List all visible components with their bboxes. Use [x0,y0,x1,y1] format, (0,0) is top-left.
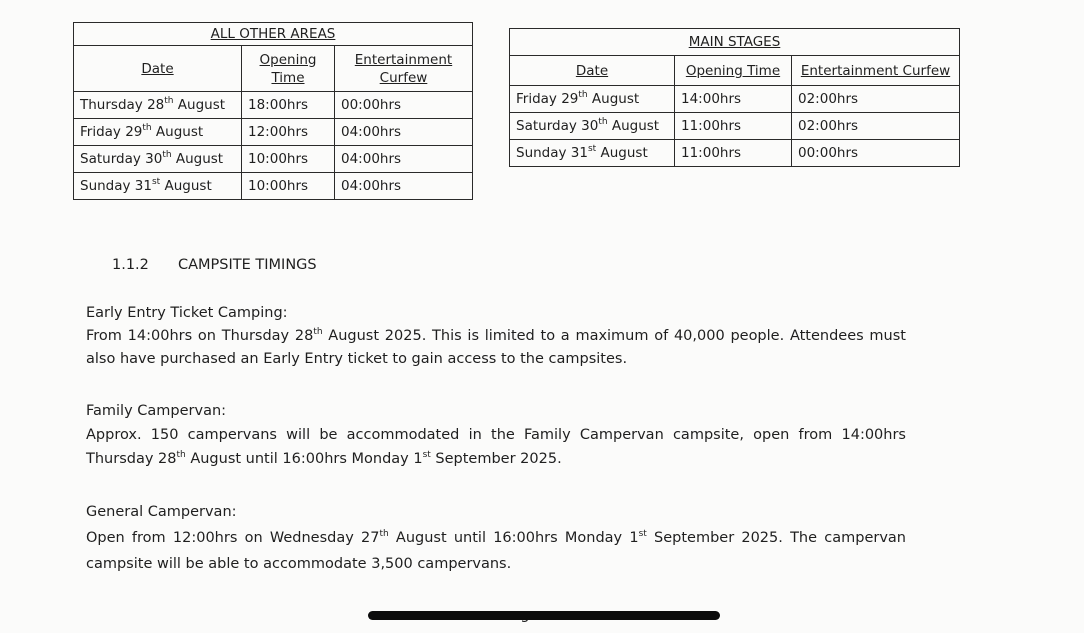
curfew-header: Entertainment Curfew [335,46,473,92]
table-row [74,119,473,146]
section-title: CAMPSITE TIMINGS [178,257,317,273]
opening-time-header: Opening Time [242,46,335,92]
table-row [510,140,960,167]
table-row [510,86,960,113]
opening-time-header: Opening Time [675,56,792,86]
opening-cell: 14:00hrs [675,86,792,113]
table-row [74,92,473,119]
curfew-cell: 04:00hrs [335,173,473,200]
general-campervan-paragraph: General Campervan: Open from 12:00hrs on Wednesday 27th August until 16:00hrs Monday 1st September 2025. The campervan campsite will be able to accommodate 3,500 campervans. [86,499,906,577]
section-number: 1.1.2 [112,257,149,273]
curfew-cell: 00:00hrs [335,92,473,119]
curfew-cell: 02:00hrs [792,86,960,113]
other-areas-table [73,22,473,200]
other-areas-title: ALL OTHER AREAS [74,23,473,46]
date-header: Date [510,56,675,86]
opening-cell: 18:00hrs [242,92,335,119]
curfew-cell: 00:00hrs [792,140,960,167]
date-cell: Friday 29th August [510,86,675,113]
curfew-header: Entertainment Curfew [792,56,960,86]
family-campervan-heading: Family Campervan: [86,403,227,419]
table-row [74,146,473,173]
curfew-cell: 02:00hrs [792,113,960,140]
home-indicator-bar[interactable] [368,611,720,620]
opening-cell: 11:00hrs [675,140,792,167]
date-cell: Friday 29th August [74,119,242,146]
section-heading [112,257,317,273]
opening-cell: 10:00hrs [242,173,335,200]
date-cell: Saturday 30th August [74,146,242,173]
early-entry-heading: Early Entry Ticket Camping: [86,305,288,321]
date-cell: Saturday 30th August [510,113,675,140]
family-campervan-paragraph: Family Campervan: Approx. 150 campervans will be accommodated in the Family Campervan campsite, open from 14:00hrs Thursday 28th August until 16:00hrs Monday 1st September 2025. [86,399,906,471]
opening-cell: 11:00hrs [675,113,792,140]
date-cell: Thursday 28th August [74,92,242,119]
curfew-cell: 04:00hrs [335,146,473,173]
date-cell: Sunday 31st August [74,173,242,200]
main-stages-table [509,28,960,167]
date-header: Date [74,46,242,92]
main-stages-title: MAIN STAGES [510,29,960,56]
opening-cell: 12:00hrs [242,119,335,146]
table-row [510,113,960,140]
date-cell: Sunday 31st August [510,140,675,167]
early-entry-paragraph: Early Entry Ticket Camping: From 14:00hrs on Thursday 28th August 2025. This is limited to a maximum of 40,000 people. Attendees must also have purchased an Early Entry ticket to gain access to the campsites. [86,302,906,371]
main-stages-header-row [510,56,960,86]
other-areas-header-row [74,46,473,92]
curfew-cell: 04:00hrs [335,119,473,146]
opening-cell: 10:00hrs [242,146,335,173]
general-campervan-heading: General Campervan: [86,504,237,520]
table-row [74,173,473,200]
